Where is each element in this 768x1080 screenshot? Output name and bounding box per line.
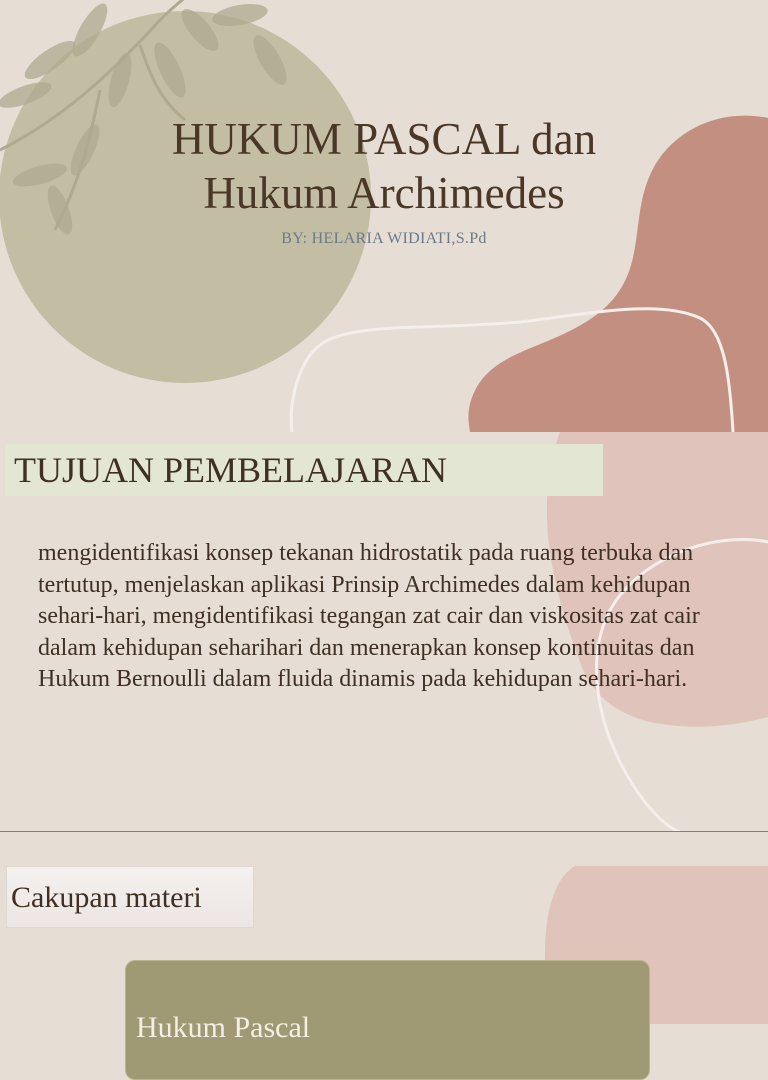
section-heading: TUJUAN PEMBELAJARAN [14,450,448,490]
objectives-slide [0,432,768,832]
title-line-1: HUKUM PASCAL dan [171,114,597,164]
heading-box [6,866,254,928]
title-line-2: Hukum Archimedes [203,168,565,218]
objectives-text: mengidentifikasi konsep tekanan hidrostatik pada ruang terbuka dan tertutup, menjelaskan aplikasi Prinsip Archimedes dalam kehidupan sehari-hari, mengidentifikasi tegangan zat cair dan viskositas zat cair dalam kehidupan seharihari dan menerapkan konsep kontinuitas dan Hukum Bernoulli dalam fluida dinamis pada kehidupan sehari-hari. [38,540,700,692]
heading-box [5,444,603,496]
topic-card-label: Hukum Pascal [136,1011,311,1044]
title-slide [0,0,768,432]
section-heading: Cakupan materi [11,881,202,914]
author-byline: BY: HELARIA WIDIATI,S.Pd [281,230,487,247]
materials-slide [0,832,768,1044]
page-title [0,112,768,220]
topic-card[interactable] [125,960,650,1080]
